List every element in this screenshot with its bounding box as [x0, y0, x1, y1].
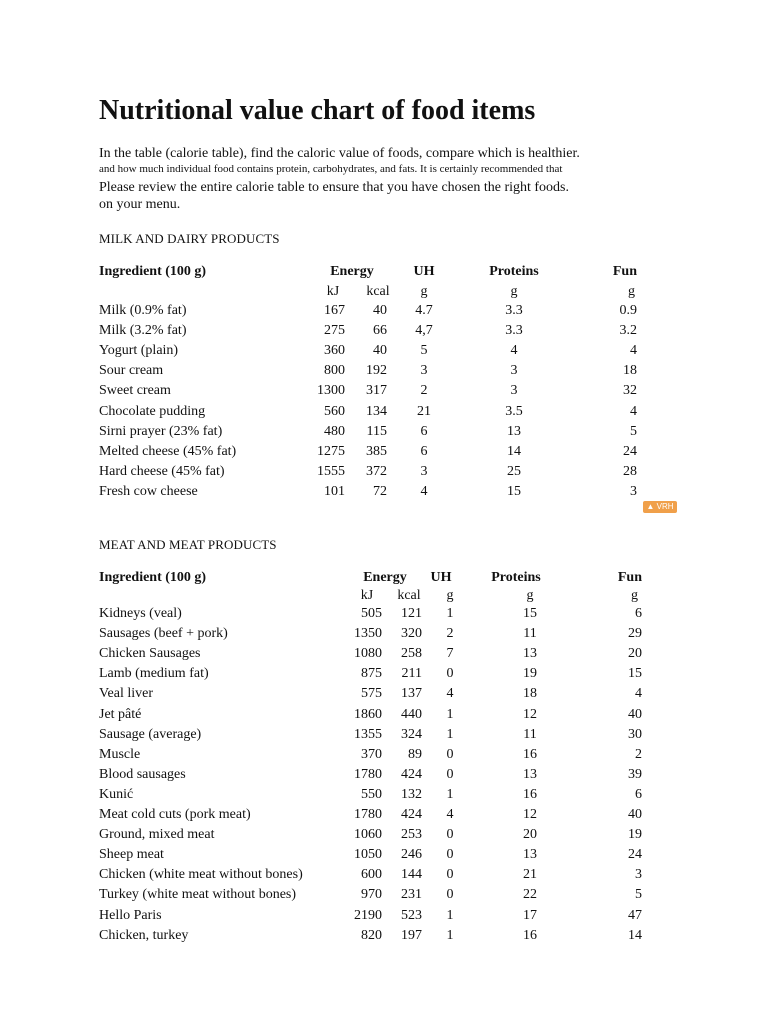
row-kj-value: 1275	[317, 444, 345, 459]
row-kcal-value: 40	[373, 343, 387, 358]
row-kj-value: 550	[361, 787, 382, 802]
row-ingredient-name: Melted cheese (45% fat)	[99, 444, 237, 459]
row-kcal-value: 253	[401, 827, 422, 842]
unit-uh: g	[420, 284, 428, 299]
row-ingredient-name: Sour cream	[99, 363, 164, 378]
row-fun-value: 40	[628, 707, 642, 722]
row-kcal-value: 211	[401, 666, 422, 681]
row-proteins-value: 4	[510, 343, 518, 358]
row-proteins-value: 13	[523, 847, 537, 862]
row-fun-value: 30	[628, 727, 642, 742]
row-uh-value: 5	[420, 343, 428, 358]
row-kcal-value: 424	[401, 807, 422, 822]
row-proteins-value: 3	[510, 363, 518, 378]
intro-line-3: Please review the entire calorie table to ensure that you have chosen the right foods.	[99, 180, 569, 195]
col-header-uh: UH	[430, 570, 452, 585]
row-uh-value: 0	[446, 867, 454, 882]
row-kj-value: 167	[324, 303, 345, 318]
row-ingredient-name: Ground, mixed meat	[99, 827, 215, 842]
row-proteins-value: 25	[507, 464, 521, 479]
row-kcal-value: 89	[408, 747, 422, 762]
row-kj-value: 275	[324, 323, 345, 338]
row-ingredient-name: Kidneys (veal)	[99, 606, 182, 621]
row-proteins-value: 15	[523, 606, 537, 621]
row-uh-value: 1	[446, 928, 454, 943]
row-kj-value: 1350	[354, 626, 382, 641]
row-kcal-value: 372	[366, 464, 387, 479]
row-kj-value: 101	[324, 484, 345, 499]
row-kj-value: 1780	[354, 767, 382, 782]
row-ingredient-name: Kunić	[99, 787, 134, 802]
row-uh-value: 4	[446, 807, 454, 822]
row-fun-value: 15	[628, 666, 642, 681]
unit-kcal: kcal	[366, 284, 390, 299]
row-kj-value: 875	[361, 666, 382, 681]
row-uh-value: 21	[417, 404, 431, 419]
row-kcal-value: 144	[401, 867, 422, 882]
row-proteins-value: 13	[507, 424, 521, 439]
row-fun-value: 47	[628, 908, 642, 923]
row-kj-value: 560	[324, 404, 345, 419]
unit-proteins: g	[526, 588, 534, 603]
row-uh-value: 1	[446, 908, 454, 923]
row-fun-value: 20	[628, 646, 642, 661]
row-ingredient-name: Sirni prayer (23% fat)	[99, 424, 223, 439]
row-fun-value: 4	[635, 686, 642, 701]
row-proteins-value: 12	[523, 807, 537, 822]
row-proteins-value: 14	[507, 444, 521, 459]
row-proteins-value: 12	[523, 707, 537, 722]
row-uh-value: 1	[446, 727, 454, 742]
col-header-energy: Energy	[330, 264, 374, 279]
row-fun-value: 4	[630, 404, 637, 419]
row-kcal-value: 320	[401, 626, 422, 641]
row-ingredient-name: Fresh cow cheese	[99, 484, 198, 499]
row-ingredient-name: Hard cheese (45% fat)	[99, 464, 225, 479]
row-kcal-value: 258	[401, 646, 422, 661]
row-kj-value: 600	[361, 867, 382, 882]
row-kj-value: 370	[361, 747, 382, 762]
row-kj-value: 970	[361, 887, 382, 902]
row-fun-value: 3.2	[619, 323, 637, 338]
row-proteins-value: 11	[523, 727, 537, 742]
row-kj-value: 480	[324, 424, 345, 439]
row-ingredient-name: Sausages (beef + pork)	[99, 626, 228, 641]
row-fun-value: 24	[628, 847, 642, 862]
row-proteins-value: 3.3	[505, 323, 523, 338]
row-kcal-value: 115	[366, 424, 387, 439]
unit-kcal: kcal	[397, 588, 421, 603]
row-uh-value: 1	[446, 707, 454, 722]
row-kj-value: 360	[324, 343, 345, 358]
row-ingredient-name: Blood sausages	[99, 767, 186, 782]
row-kcal-value: 246	[401, 847, 422, 862]
row-kj-value: 1080	[354, 646, 382, 661]
row-uh-value: 2	[420, 383, 428, 398]
row-fun-value: 28	[623, 464, 637, 479]
row-ingredient-name: Sweet cream	[99, 383, 171, 398]
row-proteins-value: 22	[523, 887, 537, 902]
row-kj-value: 1860	[354, 707, 382, 722]
row-kcal-value: 317	[366, 383, 387, 398]
row-proteins-value: 16	[523, 928, 537, 943]
row-ingredient-name: Meat cold cuts (pork meat)	[99, 807, 251, 822]
row-kj-value: 800	[324, 363, 345, 378]
row-uh-value: 3	[420, 363, 428, 378]
row-fun-value: 19	[628, 827, 642, 842]
row-fun-value: 18	[623, 363, 637, 378]
row-proteins-value: 21	[523, 867, 537, 882]
row-kcal-value: 197	[401, 928, 422, 943]
row-kcal-value: 72	[373, 484, 387, 499]
col-header-proteins: Proteins	[489, 264, 539, 279]
row-ingredient-name: Chicken (white meat without bones)	[99, 867, 303, 882]
row-fun-value: 32	[623, 383, 637, 398]
row-ingredient-name: Chicken, turkey	[99, 928, 189, 943]
row-uh-value: 6	[420, 424, 428, 439]
row-uh-value: 2	[446, 626, 454, 641]
row-kj-value: 1300	[317, 383, 345, 398]
row-kj-value: 575	[361, 686, 382, 701]
row-proteins-value: 18	[523, 686, 537, 701]
row-fun-value: 5	[635, 887, 642, 902]
row-kj-value: 2190	[354, 908, 382, 923]
col-header-fun: Fun	[617, 570, 642, 585]
row-proteins-value: 20	[523, 827, 537, 842]
row-ingredient-name: Hello Paris	[99, 908, 162, 923]
row-proteins-value: 3.3	[505, 303, 523, 318]
row-ingredient-name: Turkey (white meat without bones)	[99, 887, 297, 902]
row-uh-value: 6	[420, 444, 428, 459]
intro-line-4: on your menu.	[99, 197, 181, 212]
row-fun-value: 4	[630, 343, 637, 358]
row-uh-value: 4.7	[415, 303, 433, 318]
row-kj-value: 1050	[354, 847, 382, 862]
row-fun-value: 0.9	[619, 303, 637, 318]
row-ingredient-name: Chicken Sausages	[99, 646, 201, 661]
col-header-uh: UH	[413, 264, 435, 279]
row-proteins-value: 3.5	[505, 404, 523, 419]
row-fun-value: 5	[630, 424, 637, 439]
row-kcal-value: 385	[366, 444, 387, 459]
row-fun-value: 3	[630, 484, 637, 499]
row-kj-value: 505	[361, 606, 382, 621]
back-to-top-button[interactable]: ▲ VRH	[643, 501, 677, 513]
row-kj-value: 1780	[354, 807, 382, 822]
row-fun-value: 2	[635, 747, 642, 762]
unit-fun: g	[631, 588, 638, 603]
row-proteins-value: 17	[523, 908, 537, 923]
row-kj-value: 1060	[354, 827, 382, 842]
row-fun-value: 14	[628, 928, 642, 943]
row-proteins-value: 16	[523, 747, 537, 762]
row-kj-value: 1355	[354, 727, 382, 742]
row-uh-value: 3	[420, 464, 428, 479]
row-proteins-value: 16	[523, 787, 537, 802]
row-fun-value: 39	[628, 767, 642, 782]
col-header-proteins: Proteins	[491, 570, 541, 585]
row-kcal-value: 66	[373, 323, 387, 338]
row-kcal-value: 40	[373, 303, 387, 318]
row-ingredient-name: Muscle	[99, 747, 141, 762]
row-proteins-value: 15	[507, 484, 521, 499]
unit-kj: kJ	[326, 284, 340, 299]
row-kcal-value: 324	[401, 727, 422, 742]
row-fun-value: 29	[628, 626, 642, 641]
section-heading: MEAT AND MEAT PRODUCTS	[99, 537, 277, 552]
page-title: Nutritional value chart of food items	[99, 95, 536, 126]
row-kcal-value: 231	[401, 887, 422, 902]
col-header-fun: Fun	[612, 264, 637, 279]
row-kcal-value: 132	[401, 787, 422, 802]
row-fun-value: 6	[635, 787, 642, 802]
row-kcal-value: 440	[401, 707, 422, 722]
row-uh-value: 0	[446, 887, 454, 902]
row-uh-value: 7	[446, 646, 454, 661]
row-uh-value: 4,7	[415, 323, 433, 338]
intro-line-2: and how much individual food contains protein, carbohydrates, and fats. It is certainly recommended that	[99, 163, 563, 175]
row-ingredient-name: Veal liver	[99, 686, 154, 701]
row-fun-value: 40	[628, 807, 642, 822]
row-fun-value: 3	[635, 867, 642, 882]
row-fun-value: 24	[623, 444, 637, 459]
row-ingredient-name: Milk (3.2% fat)	[99, 323, 187, 338]
row-kcal-value: 134	[366, 404, 387, 419]
row-proteins-value: 3	[510, 383, 518, 398]
row-kcal-value: 523	[401, 908, 422, 923]
row-kj-value: 1555	[317, 464, 345, 479]
col-header-ingredient: Ingredient (100 g)	[99, 570, 207, 585]
row-uh-value: 0	[446, 847, 454, 862]
col-header-ingredient: Ingredient (100 g)	[99, 264, 207, 279]
col-header-energy: Energy	[363, 570, 407, 585]
row-uh-value: 0	[446, 827, 454, 842]
row-ingredient-name: Jet pâté	[99, 707, 142, 722]
row-uh-value: 0	[446, 666, 454, 681]
row-proteins-value: 13	[523, 767, 537, 782]
row-ingredient-name: Chocolate pudding	[99, 404, 206, 419]
row-uh-value: 4	[446, 686, 454, 701]
row-proteins-value: 11	[523, 626, 537, 641]
row-proteins-value: 19	[523, 666, 537, 681]
row-ingredient-name: Lamb (medium fat)	[99, 666, 209, 681]
row-uh-value: 4	[420, 484, 428, 499]
row-ingredient-name: Sausage (average)	[99, 727, 202, 742]
row-kj-value: 820	[361, 928, 382, 943]
row-kcal-value: 424	[401, 767, 422, 782]
row-fun-value: 6	[635, 606, 642, 621]
row-ingredient-name: Milk (0.9% fat)	[99, 303, 187, 318]
row-uh-value: 0	[446, 747, 454, 762]
row-kcal-value: 121	[401, 606, 422, 621]
row-ingredient-name: Sheep meat	[99, 847, 164, 862]
unit-kj: kJ	[360, 588, 374, 603]
row-kcal-value: 192	[366, 363, 387, 378]
row-uh-value: 0	[446, 767, 454, 782]
unit-uh: g	[446, 588, 454, 603]
unit-proteins: g	[510, 284, 518, 299]
section-heading: MILK AND DAIRY PRODUCTS	[99, 231, 280, 246]
row-kcal-value: 137	[401, 686, 422, 701]
row-proteins-value: 13	[523, 646, 537, 661]
row-uh-value: 1	[446, 606, 454, 621]
row-uh-value: 1	[446, 787, 454, 802]
row-ingredient-name: Yogurt (plain)	[99, 343, 179, 358]
intro-line-1: In the table (calorie table), find the caloric value of foods, compare which is healthier.	[99, 146, 580, 161]
unit-fun: g	[628, 284, 635, 299]
